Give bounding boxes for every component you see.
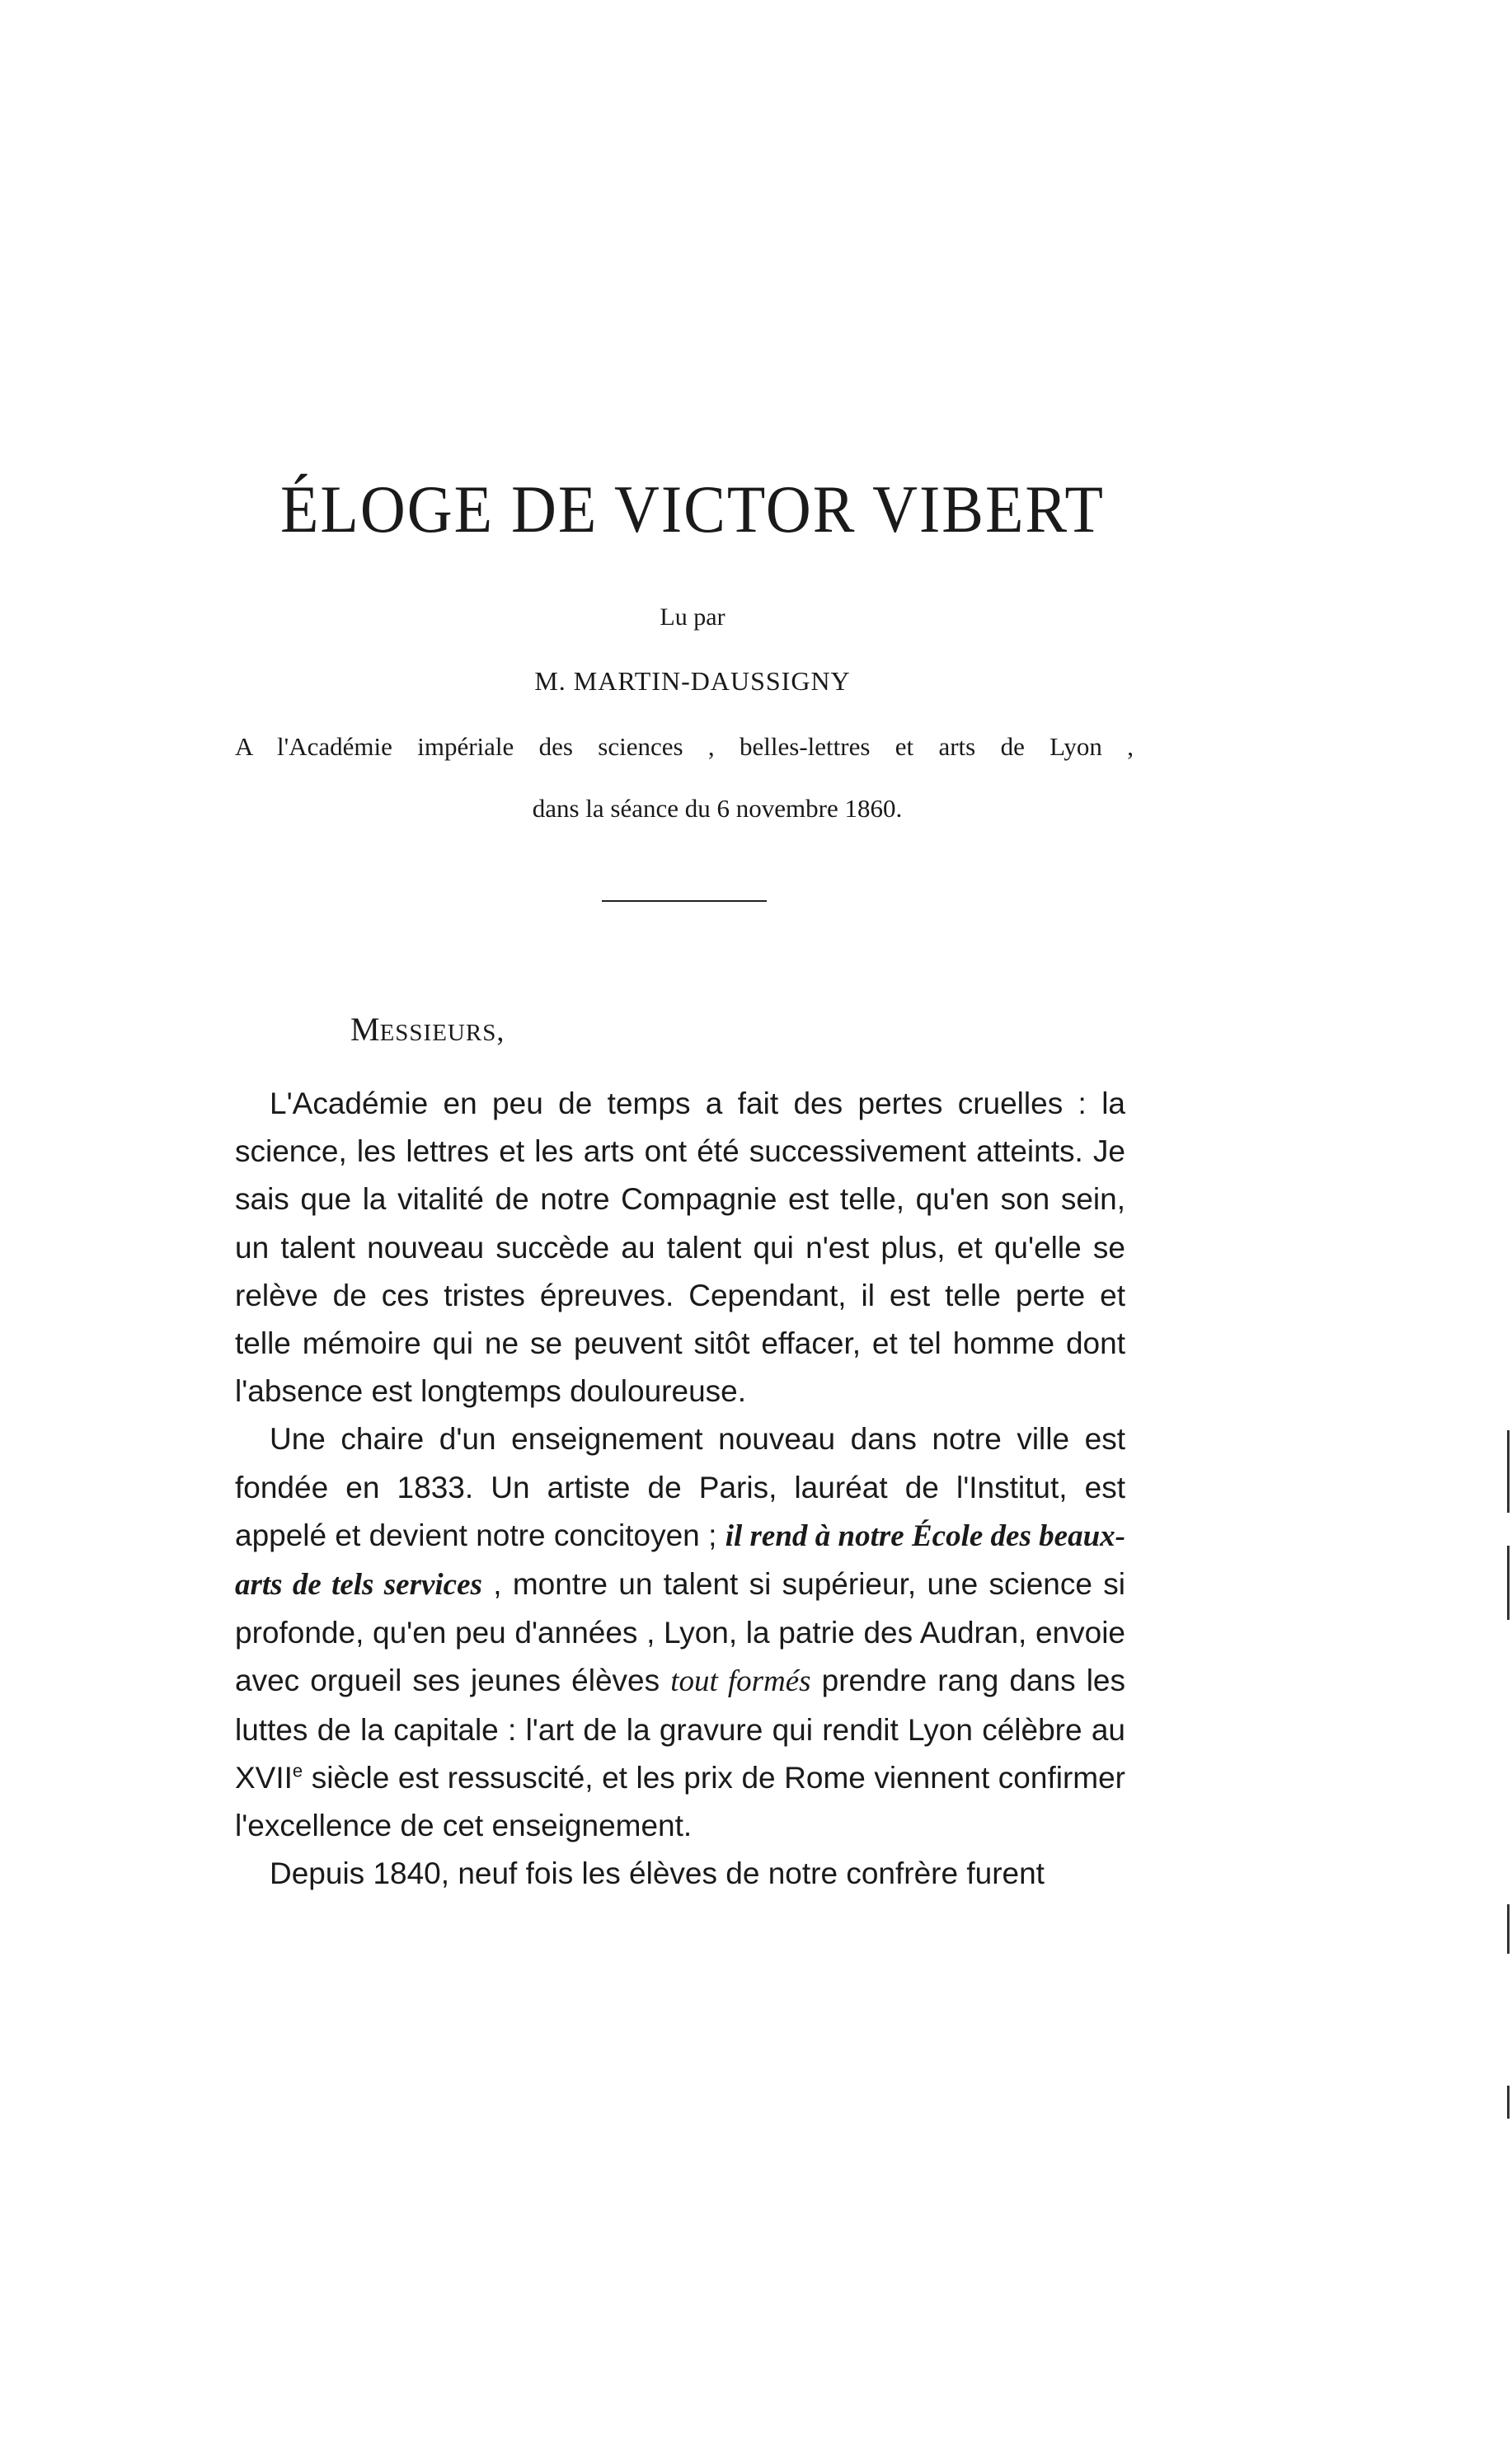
salutation-punct: , <box>496 1014 505 1047</box>
section-divider <box>602 900 767 902</box>
byline-academy: A l'Académie impériale des sciences , belles-lettres et arts de Lyon , <box>235 732 1134 761</box>
salutation-initial: M <box>350 1011 380 1048</box>
paragraph-2-part-1: Une chaire d'un enseignement nouveau dans notre ville est fondée en 1833. Un artiste de Paris, lauréat de l'Institut, est appelé et devient notre concitoyen ; <box>235 1422 1125 1552</box>
paragraph-1: L'Académie en peu de temps a fait des pertes cruelles : la science, les lettres et les arts ont été successivement atteints. Je sais que la vitalité de notre Compagnie est telle, qu'en son sein, un talent nouveau succède au talent qui n'est plus, et qu'elle se relève de ces tristes épreuves. Cependant, il est telle perte et telle mémoire qui ne se peuvent sitôt effacer, et tel homme dont l'absence est longtemps douloureuse. <box>235 1087 1125 1409</box>
page-title: ÉLOGE DE VICTOR VIBERT <box>280 472 1105 547</box>
byline-seance: dans la séance du 6 novembre 1860. <box>532 794 903 823</box>
scan-edge-mark <box>1507 1904 1510 1954</box>
byline-lu-par: Lu par <box>660 603 725 631</box>
paragraph-2-part-3: prendre rang dans les luttes de la capitale : l'art de la gravure qui rendit Lyon célèbre au XVII <box>235 1664 1125 1795</box>
salutation-rest: ESSIEURS <box>379 1020 497 1046</box>
scan-edge-mark <box>1507 1546 1510 1620</box>
paragraph-2-part-4: siècle est ressuscité, et les prix de Rome viennent confirmer l'excellence de cet enseignement. <box>235 1760 1125 1843</box>
paragraph-3: Depuis 1840, neuf fois les élèves de notre confrère furent <box>270 1856 1045 1891</box>
body-text <box>235 1080 1125 1898</box>
scan-edge-mark <box>1507 1430 1510 1513</box>
paragraph-2-italic-2: tout formés <box>670 1664 811 1699</box>
paragraph-2-superscript: e <box>292 1760 303 1781</box>
paragraph-2-italic-1: il rend à notre École des beaux-arts de tels services <box>235 1518 1125 1603</box>
paragraph-2-part-2: , montre un talent si supérieur, une science si profonde, qu'en peu d'années , Lyon, la patrie des Audran, envoie avec orgueil ses jeunes élèves <box>235 1567 1125 1698</box>
byline-author: M. MARTIN-DAUSSIGNY <box>534 666 851 696</box>
paragraph-2 <box>235 1415 1125 1850</box>
salutation <box>350 1010 504 1049</box>
scan-edge-mark <box>1507 2086 1510 2119</box>
